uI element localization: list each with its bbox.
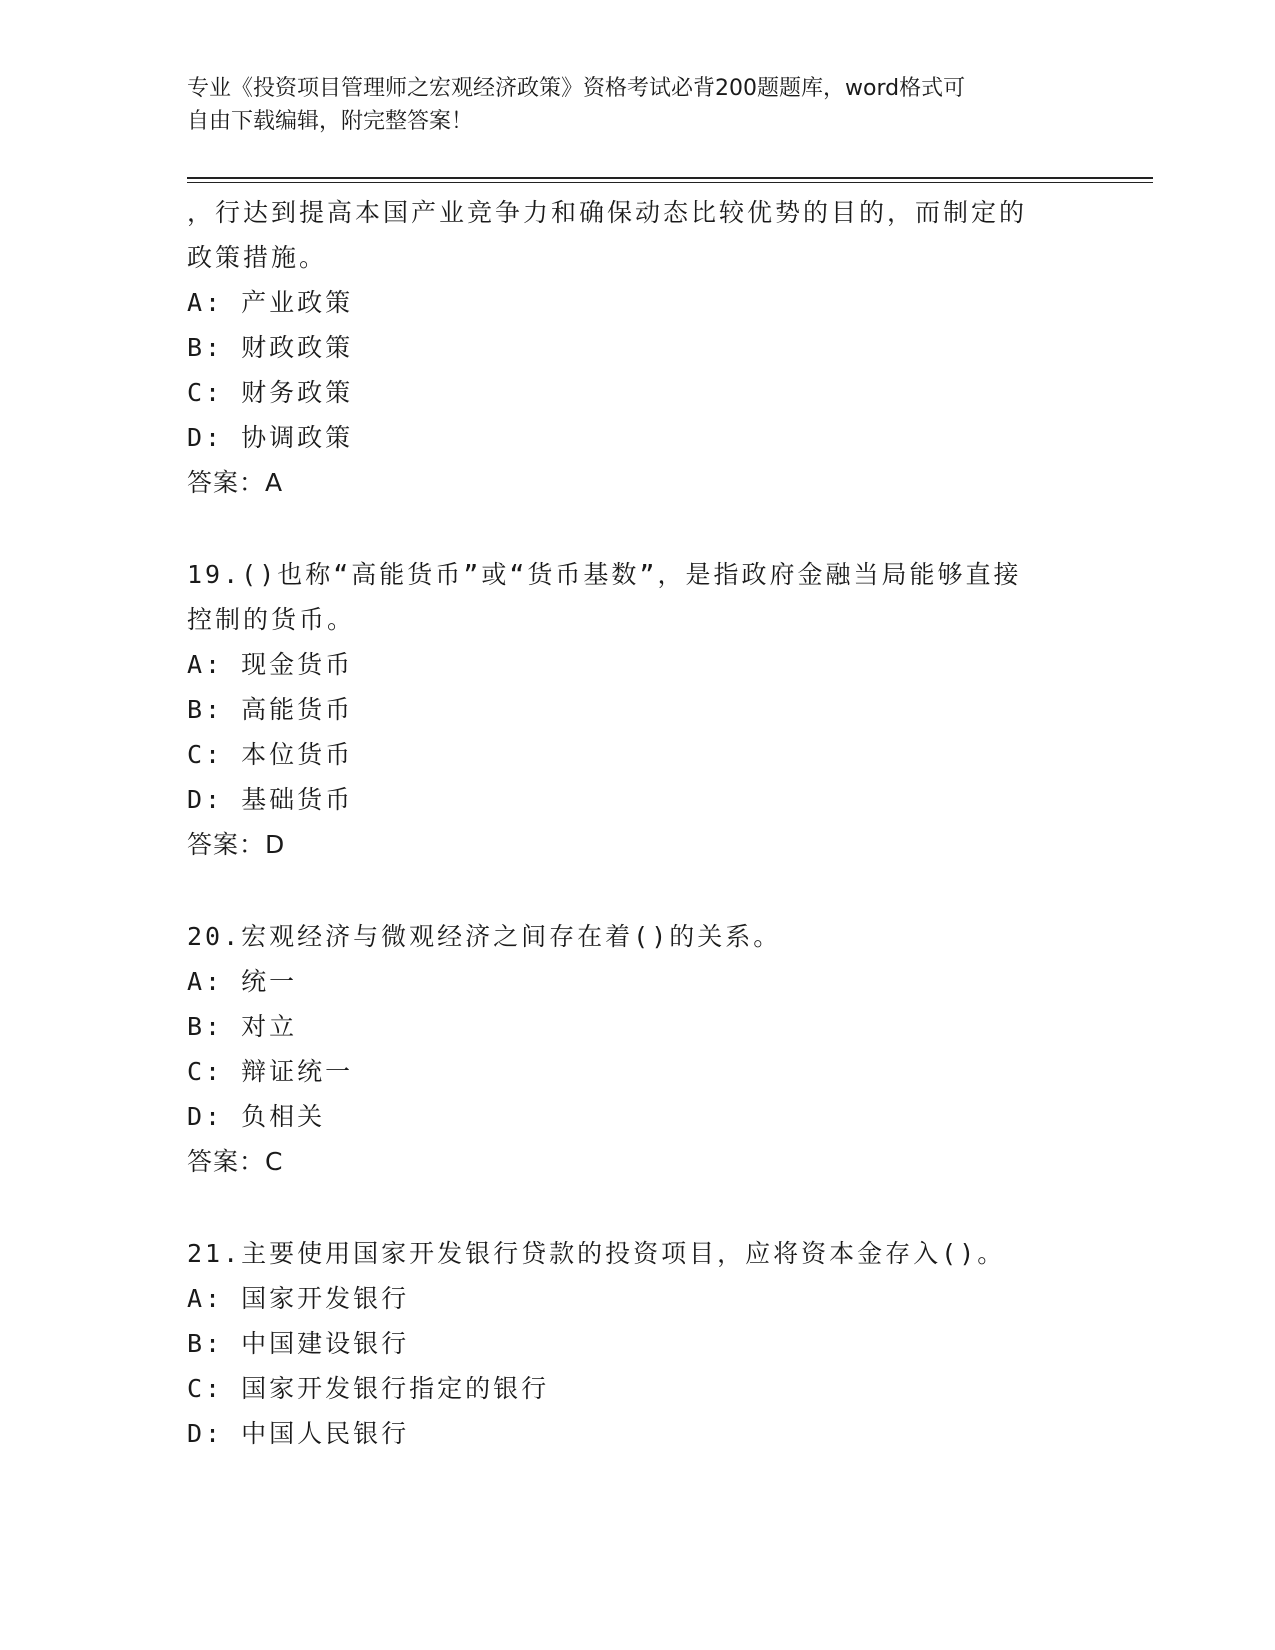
- option-b: B: 财政政策: [187, 333, 354, 362]
- option-a: A: 现金货币: [187, 650, 354, 679]
- option-c: C: 财务政策: [187, 378, 354, 407]
- question-21: [187, 1231, 1087, 1456]
- option-d: D: 中国人民银行: [187, 1419, 410, 1448]
- question-18: [187, 190, 1087, 505]
- option-a: A: 国家开发银行: [187, 1284, 410, 1313]
- option-a: A: 产业政策: [187, 288, 354, 317]
- question-text: 政策措施。: [187, 243, 328, 272]
- option-c: C: 国家开发银行指定的银行: [187, 1374, 550, 1403]
- answer: 答案：C: [187, 1147, 284, 1176]
- header-divider-thin: [187, 182, 1153, 183]
- header-divider-thick: [187, 177, 1153, 179]
- question-text: 21.主要使用国家开发银行贷款的投资项目，应将资本金存入()。: [187, 1239, 1006, 1268]
- question-19: [187, 552, 1087, 867]
- header-title-line2: 自由下载编辑，附完整答案！: [187, 109, 474, 134]
- answer: 答案：D: [187, 830, 286, 859]
- option-d: D: 基础货币: [187, 785, 354, 814]
- option-b: B: 高能货币: [187, 695, 354, 724]
- option-c: C: 本位货币: [187, 740, 354, 769]
- option-c: C: 辩证统一: [187, 1057, 354, 1086]
- option-b: B: 对立: [187, 1012, 298, 1041]
- question-list: [187, 190, 1087, 1456]
- question-text: ，行达到提高本国产业竞争力和确保动态比较优势的目的，而制定的: [187, 198, 1028, 227]
- option-d: D: 负相关: [187, 1102, 326, 1131]
- question-20: [187, 914, 1087, 1184]
- option-a: A: 统一: [187, 967, 298, 996]
- option-b: B: 中国建设银行: [187, 1329, 410, 1358]
- question-text: 20.宏观经济与微观经济之间存在着()的关系。: [187, 922, 782, 951]
- answer: 答案：A: [187, 468, 284, 497]
- option-d: D: 协调政策: [187, 423, 354, 452]
- question-text: 19.()也称“高能货币”或“货币基数”，是指政府金融当局能够直接: [187, 560, 1022, 589]
- question-text: 控制的货币。: [187, 605, 356, 634]
- header-title-line1: 专业《投资项目管理师之宏观经济政策》资格考试必背200题题库，word格式可: [187, 76, 966, 101]
- document-header: [187, 72, 1087, 138]
